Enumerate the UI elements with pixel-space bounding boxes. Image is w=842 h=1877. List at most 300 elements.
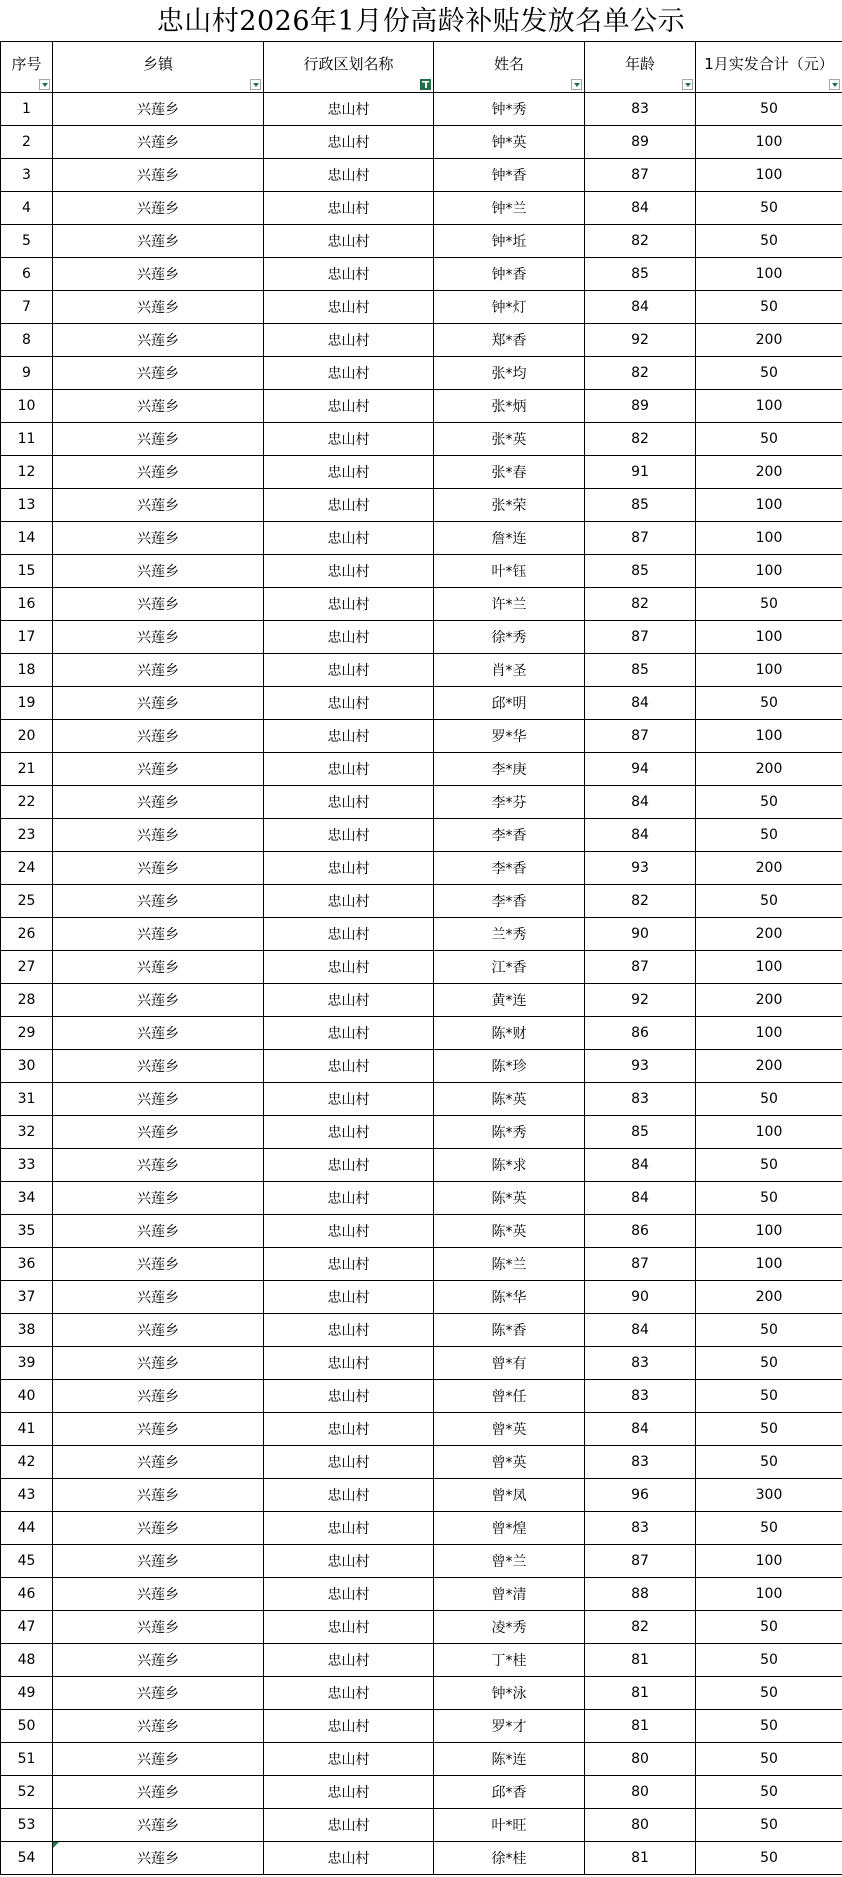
cell-town[interactable]: 兴莲乡: [53, 1281, 264, 1314]
cell-admin-area[interactable]: 忠山村: [264, 1380, 434, 1413]
cell-seq[interactable]: 8: [1, 324, 53, 357]
cell-age[interactable]: 87: [585, 720, 696, 753]
cell-town[interactable]: 兴莲乡: [53, 1380, 264, 1413]
cell-age[interactable]: 85: [585, 489, 696, 522]
filter-active-icon[interactable]: [420, 79, 431, 90]
cell-name[interactable]: 张*春: [434, 456, 585, 489]
cell-seq[interactable]: 25: [1, 885, 53, 918]
cell-seq[interactable]: 33: [1, 1149, 53, 1182]
cell-seq[interactable]: 37: [1, 1281, 53, 1314]
cell-seq[interactable]: 13: [1, 489, 53, 522]
cell-amount[interactable]: 50: [696, 1083, 842, 1116]
cell-admin-area[interactable]: 忠山村: [264, 786, 434, 819]
cell-amount[interactable]: 200: [696, 918, 842, 951]
cell-admin-area[interactable]: 忠山村: [264, 159, 434, 192]
cell-age[interactable]: 81: [585, 1842, 696, 1875]
cell-admin-area[interactable]: 忠山村: [264, 192, 434, 225]
cell-town[interactable]: 兴莲乡: [53, 687, 264, 720]
cell-age[interactable]: 84: [585, 786, 696, 819]
cell-age[interactable]: 96: [585, 1479, 696, 1512]
cell-age[interactable]: 85: [585, 1116, 696, 1149]
cell-age[interactable]: 81: [585, 1710, 696, 1743]
cell-seq[interactable]: 9: [1, 357, 53, 390]
cell-town[interactable]: 兴莲乡: [53, 885, 264, 918]
cell-age[interactable]: 81: [585, 1677, 696, 1710]
cell-age[interactable]: 90: [585, 1281, 696, 1314]
cell-seq[interactable]: 29: [1, 1017, 53, 1050]
cell-town[interactable]: 兴莲乡: [53, 1842, 264, 1875]
cell-amount[interactable]: 100: [696, 1545, 842, 1578]
cell-name[interactable]: 李*香: [434, 852, 585, 885]
cell-admin-area[interactable]: 忠山村: [264, 126, 434, 159]
cell-seq[interactable]: 49: [1, 1677, 53, 1710]
cell-age[interactable]: 92: [585, 984, 696, 1017]
cell-admin-area[interactable]: 忠山村: [264, 1149, 434, 1182]
cell-seq[interactable]: 47: [1, 1611, 53, 1644]
cell-seq[interactable]: 30: [1, 1050, 53, 1083]
cell-age[interactable]: 91: [585, 456, 696, 489]
cell-amount[interactable]: 100: [696, 159, 842, 192]
cell-name[interactable]: 陈*香: [434, 1314, 585, 1347]
cell-seq[interactable]: 12: [1, 456, 53, 489]
cell-town[interactable]: 兴莲乡: [53, 456, 264, 489]
cell-amount[interactable]: 100: [696, 654, 842, 687]
cell-town[interactable]: 兴莲乡: [53, 588, 264, 621]
cell-amount[interactable]: 100: [696, 621, 842, 654]
cell-age[interactable]: 84: [585, 687, 696, 720]
cell-town[interactable]: 兴莲乡: [53, 1677, 264, 1710]
cell-age[interactable]: 89: [585, 390, 696, 423]
cell-town[interactable]: 兴莲乡: [53, 390, 264, 423]
cell-admin-area[interactable]: 忠山村: [264, 621, 434, 654]
cell-seq[interactable]: 21: [1, 753, 53, 786]
cell-town[interactable]: 兴莲乡: [53, 1050, 264, 1083]
cell-admin-area[interactable]: 忠山村: [264, 1446, 434, 1479]
cell-age[interactable]: 87: [585, 522, 696, 555]
cell-name[interactable]: 钟*泳: [434, 1677, 585, 1710]
cell-amount[interactable]: 100: [696, 1116, 842, 1149]
cell-age[interactable]: 82: [585, 885, 696, 918]
cell-name[interactable]: 李*庚: [434, 753, 585, 786]
cell-name[interactable]: 张*炳: [434, 390, 585, 423]
cell-seq[interactable]: 18: [1, 654, 53, 687]
cell-amount[interactable]: 200: [696, 852, 842, 885]
cell-name[interactable]: 陈*英: [434, 1182, 585, 1215]
cell-town[interactable]: 兴莲乡: [53, 621, 264, 654]
cell-age[interactable]: 93: [585, 852, 696, 885]
cell-name[interactable]: 陈*珍: [434, 1050, 585, 1083]
cell-admin-area[interactable]: 忠山村: [264, 1116, 434, 1149]
cell-age[interactable]: 90: [585, 918, 696, 951]
cell-name[interactable]: 凌*秀: [434, 1611, 585, 1644]
cell-admin-area[interactable]: 忠山村: [264, 1182, 434, 1215]
cell-admin-area[interactable]: 忠山村: [264, 357, 434, 390]
cell-name[interactable]: 邱*明: [434, 687, 585, 720]
cell-amount[interactable]: 50: [696, 357, 842, 390]
cell-admin-area[interactable]: 忠山村: [264, 753, 434, 786]
cell-age[interactable]: 86: [585, 1215, 696, 1248]
cell-town[interactable]: 兴莲乡: [53, 852, 264, 885]
cell-town[interactable]: 兴莲乡: [53, 1116, 264, 1149]
cell-admin-area[interactable]: 忠山村: [264, 885, 434, 918]
cell-town[interactable]: 兴莲乡: [53, 1083, 264, 1116]
cell-amount[interactable]: 200: [696, 324, 842, 357]
cell-name[interactable]: 曾*英: [434, 1446, 585, 1479]
cell-admin-area[interactable]: 忠山村: [264, 1611, 434, 1644]
cell-admin-area[interactable]: 忠山村: [264, 1083, 434, 1116]
cell-name[interactable]: 曾*兰: [434, 1545, 585, 1578]
cell-amount[interactable]: 100: [696, 720, 842, 753]
cell-seq[interactable]: 51: [1, 1743, 53, 1776]
cell-age[interactable]: 85: [585, 258, 696, 291]
cell-name[interactable]: 叶*旺: [434, 1809, 585, 1842]
cell-name[interactable]: 曾*煌: [434, 1512, 585, 1545]
cell-admin-area[interactable]: 忠山村: [264, 1347, 434, 1380]
cell-amount[interactable]: 50: [696, 819, 842, 852]
cell-name[interactable]: 张*均: [434, 357, 585, 390]
cell-name[interactable]: 钟*香: [434, 159, 585, 192]
cell-name[interactable]: 叶*钰: [434, 555, 585, 588]
cell-town[interactable]: 兴莲乡: [53, 159, 264, 192]
cell-amount[interactable]: 100: [696, 522, 842, 555]
cell-seq[interactable]: 39: [1, 1347, 53, 1380]
cell-seq[interactable]: 7: [1, 291, 53, 324]
cell-age[interactable]: 92: [585, 324, 696, 357]
cell-admin-area[interactable]: 忠山村: [264, 555, 434, 588]
cell-town[interactable]: 兴莲乡: [53, 1611, 264, 1644]
cell-town[interactable]: 兴莲乡: [53, 555, 264, 588]
cell-amount[interactable]: 100: [696, 126, 842, 159]
cell-amount[interactable]: 100: [696, 951, 842, 984]
cell-name[interactable]: 钟*兰: [434, 192, 585, 225]
cell-amount[interactable]: 100: [696, 1017, 842, 1050]
cell-amount[interactable]: 50: [696, 1413, 842, 1446]
cell-amount[interactable]: 100: [696, 390, 842, 423]
cell-age[interactable]: 94: [585, 753, 696, 786]
cell-town[interactable]: 兴莲乡: [53, 1182, 264, 1215]
cell-admin-area[interactable]: 忠山村: [264, 522, 434, 555]
cell-town[interactable]: 兴莲乡: [53, 522, 264, 555]
cell-amount[interactable]: 300: [696, 1479, 842, 1512]
cell-admin-area[interactable]: 忠山村: [264, 225, 434, 258]
cell-town[interactable]: 兴莲乡: [53, 1578, 264, 1611]
cell-age[interactable]: 83: [585, 1347, 696, 1380]
cell-amount[interactable]: 50: [696, 1644, 842, 1677]
cell-amount[interactable]: 200: [696, 1281, 842, 1314]
cell-seq[interactable]: 23: [1, 819, 53, 852]
cell-seq[interactable]: 34: [1, 1182, 53, 1215]
cell-age[interactable]: 82: [585, 357, 696, 390]
cell-age[interactable]: 84: [585, 1314, 696, 1347]
cell-amount[interactable]: 200: [696, 1050, 842, 1083]
cell-town[interactable]: 兴莲乡: [53, 1710, 264, 1743]
cell-admin-area[interactable]: 忠山村: [264, 1644, 434, 1677]
cell-admin-area[interactable]: 忠山村: [264, 1248, 434, 1281]
cell-name[interactable]: 陈*兰: [434, 1248, 585, 1281]
cell-name[interactable]: 丁*桂: [434, 1644, 585, 1677]
cell-age[interactable]: 82: [585, 225, 696, 258]
cell-town[interactable]: 兴莲乡: [53, 357, 264, 390]
cell-age[interactable]: 82: [585, 588, 696, 621]
cell-admin-area[interactable]: 忠山村: [264, 588, 434, 621]
cell-seq[interactable]: 35: [1, 1215, 53, 1248]
cell-age[interactable]: 87: [585, 1248, 696, 1281]
cell-seq[interactable]: 48: [1, 1644, 53, 1677]
cell-seq[interactable]: 5: [1, 225, 53, 258]
cell-town[interactable]: 兴莲乡: [53, 489, 264, 522]
cell-seq[interactable]: 52: [1, 1776, 53, 1809]
cell-age[interactable]: 83: [585, 1446, 696, 1479]
cell-town[interactable]: 兴莲乡: [53, 126, 264, 159]
cell-amount[interactable]: 100: [696, 1578, 842, 1611]
cell-town[interactable]: 兴莲乡: [53, 918, 264, 951]
cell-admin-area[interactable]: 忠山村: [264, 1512, 434, 1545]
cell-name[interactable]: 陈*连: [434, 1743, 585, 1776]
cell-admin-area[interactable]: 忠山村: [264, 93, 434, 126]
cell-admin-area[interactable]: 忠山村: [264, 1710, 434, 1743]
cell-name[interactable]: 江*香: [434, 951, 585, 984]
cell-amount[interactable]: 50: [696, 1842, 842, 1875]
cell-seq[interactable]: 14: [1, 522, 53, 555]
cell-age[interactable]: 86: [585, 1017, 696, 1050]
cell-name[interactable]: 罗*华: [434, 720, 585, 753]
cell-name[interactable]: 黄*连: [434, 984, 585, 1017]
cell-name[interactable]: 钟*英: [434, 126, 585, 159]
cell-town[interactable]: 兴莲乡: [53, 258, 264, 291]
cell-name[interactable]: 李*芬: [434, 786, 585, 819]
cell-seq[interactable]: 16: [1, 588, 53, 621]
cell-age[interactable]: 87: [585, 621, 696, 654]
cell-name[interactable]: 兰*秀: [434, 918, 585, 951]
cell-seq[interactable]: 6: [1, 258, 53, 291]
cell-seq[interactable]: 32: [1, 1116, 53, 1149]
cell-name[interactable]: 曾*凤: [434, 1479, 585, 1512]
cell-admin-area[interactable]: 忠山村: [264, 918, 434, 951]
cell-town[interactable]: 兴莲乡: [53, 819, 264, 852]
cell-admin-area[interactable]: 忠山村: [264, 1215, 434, 1248]
cell-name[interactable]: 陈*财: [434, 1017, 585, 1050]
cell-admin-area[interactable]: 忠山村: [264, 1050, 434, 1083]
cell-seq[interactable]: 44: [1, 1512, 53, 1545]
cell-town[interactable]: 兴莲乡: [53, 291, 264, 324]
cell-town[interactable]: 兴莲乡: [53, 1347, 264, 1380]
cell-name[interactable]: 曾*英: [434, 1413, 585, 1446]
cell-seq[interactable]: 19: [1, 687, 53, 720]
cell-seq[interactable]: 26: [1, 918, 53, 951]
cell-admin-area[interactable]: 忠山村: [264, 1776, 434, 1809]
cell-amount[interactable]: 100: [696, 1248, 842, 1281]
cell-amount[interactable]: 50: [696, 1182, 842, 1215]
cell-age[interactable]: 84: [585, 1149, 696, 1182]
cell-amount[interactable]: 100: [696, 555, 842, 588]
cell-age[interactable]: 83: [585, 1083, 696, 1116]
cell-name[interactable]: 钟*坵: [434, 225, 585, 258]
cell-amount[interactable]: 50: [696, 1446, 842, 1479]
cell-admin-area[interactable]: 忠山村: [264, 1017, 434, 1050]
cell-town[interactable]: 兴莲乡: [53, 192, 264, 225]
cell-admin-area[interactable]: 忠山村: [264, 852, 434, 885]
cell-amount[interactable]: 50: [696, 1314, 842, 1347]
cell-name[interactable]: 陈*求: [434, 1149, 585, 1182]
filter-dropdown-icon[interactable]: [829, 79, 840, 90]
cell-town[interactable]: 兴莲乡: [53, 1215, 264, 1248]
cell-town[interactable]: 兴莲乡: [53, 1479, 264, 1512]
cell-town[interactable]: 兴莲乡: [53, 225, 264, 258]
cell-seq[interactable]: 31: [1, 1083, 53, 1116]
cell-town[interactable]: 兴莲乡: [53, 951, 264, 984]
cell-amount[interactable]: 200: [696, 753, 842, 786]
cell-age[interactable]: 89: [585, 126, 696, 159]
cell-amount[interactable]: 50: [696, 1776, 842, 1809]
cell-seq[interactable]: 1: [1, 93, 53, 126]
cell-amount[interactable]: 100: [696, 258, 842, 291]
cell-admin-area[interactable]: 忠山村: [264, 324, 434, 357]
cell-seq[interactable]: 11: [1, 423, 53, 456]
cell-admin-area[interactable]: 忠山村: [264, 291, 434, 324]
cell-town[interactable]: 兴莲乡: [53, 1017, 264, 1050]
cell-age[interactable]: 81: [585, 1644, 696, 1677]
cell-name[interactable]: 钟*灯: [434, 291, 585, 324]
cell-amount[interactable]: 50: [696, 885, 842, 918]
cell-amount[interactable]: 50: [696, 1380, 842, 1413]
cell-amount[interactable]: 50: [696, 687, 842, 720]
cell-age[interactable]: 87: [585, 159, 696, 192]
cell-name[interactable]: 罗*才: [434, 1710, 585, 1743]
cell-seq[interactable]: 36: [1, 1248, 53, 1281]
cell-seq[interactable]: 40: [1, 1380, 53, 1413]
cell-amount[interactable]: 50: [696, 423, 842, 456]
cell-name[interactable]: 钟*香: [434, 258, 585, 291]
cell-town[interactable]: 兴莲乡: [53, 1512, 264, 1545]
cell-age[interactable]: 82: [585, 1611, 696, 1644]
cell-admin-area[interactable]: 忠山村: [264, 1545, 434, 1578]
cell-age[interactable]: 80: [585, 1776, 696, 1809]
cell-age[interactable]: 85: [585, 654, 696, 687]
cell-town[interactable]: 兴莲乡: [53, 1743, 264, 1776]
cell-seq[interactable]: 22: [1, 786, 53, 819]
cell-name[interactable]: 郑*香: [434, 324, 585, 357]
cell-seq[interactable]: 42: [1, 1446, 53, 1479]
cell-name[interactable]: 曾*清: [434, 1578, 585, 1611]
cell-town[interactable]: 兴莲乡: [53, 423, 264, 456]
cell-amount[interactable]: 50: [696, 225, 842, 258]
cell-amount[interactable]: 50: [696, 588, 842, 621]
cell-amount[interactable]: 200: [696, 984, 842, 1017]
cell-admin-area[interactable]: 忠山村: [264, 258, 434, 291]
cell-admin-area[interactable]: 忠山村: [264, 984, 434, 1017]
cell-name[interactable]: 李*香: [434, 819, 585, 852]
cell-name[interactable]: 徐*秀: [434, 621, 585, 654]
cell-age[interactable]: 80: [585, 1743, 696, 1776]
filter-dropdown-icon[interactable]: [250, 79, 261, 90]
filter-dropdown-icon[interactable]: [571, 79, 582, 90]
cell-age[interactable]: 83: [585, 1380, 696, 1413]
cell-amount[interactable]: 100: [696, 489, 842, 522]
cell-amount[interactable]: 50: [696, 1149, 842, 1182]
cell-admin-area[interactable]: 忠山村: [264, 1314, 434, 1347]
cell-town[interactable]: 兴莲乡: [53, 1644, 264, 1677]
cell-admin-area[interactable]: 忠山村: [264, 1578, 434, 1611]
cell-admin-area[interactable]: 忠山村: [264, 1809, 434, 1842]
cell-admin-area[interactable]: 忠山村: [264, 819, 434, 852]
cell-seq[interactable]: 46: [1, 1578, 53, 1611]
cell-name[interactable]: 曾*有: [434, 1347, 585, 1380]
cell-seq[interactable]: 17: [1, 621, 53, 654]
cell-name[interactable]: 陈*秀: [434, 1116, 585, 1149]
cell-town[interactable]: 兴莲乡: [53, 984, 264, 1017]
cell-town[interactable]: 兴莲乡: [53, 1248, 264, 1281]
cell-age[interactable]: 84: [585, 819, 696, 852]
cell-town[interactable]: 兴莲乡: [53, 324, 264, 357]
cell-town[interactable]: 兴莲乡: [53, 1446, 264, 1479]
cell-name[interactable]: 曾*任: [434, 1380, 585, 1413]
cell-town[interactable]: 兴莲乡: [53, 1776, 264, 1809]
cell-seq[interactable]: 2: [1, 126, 53, 159]
cell-amount[interactable]: 50: [696, 1347, 842, 1380]
cell-name[interactable]: 陈*华: [434, 1281, 585, 1314]
filter-dropdown-icon[interactable]: [682, 79, 693, 90]
cell-town[interactable]: 兴莲乡: [53, 1809, 264, 1842]
cell-seq[interactable]: 28: [1, 984, 53, 1017]
cell-name[interactable]: 张*荣: [434, 489, 585, 522]
cell-town[interactable]: 兴莲乡: [53, 786, 264, 819]
cell-town[interactable]: 兴莲乡: [53, 720, 264, 753]
cell-name[interactable]: 陈*英: [434, 1083, 585, 1116]
cell-seq[interactable]: 4: [1, 192, 53, 225]
cell-age[interactable]: 93: [585, 1050, 696, 1083]
cell-town[interactable]: 兴莲乡: [53, 1314, 264, 1347]
cell-admin-area[interactable]: 忠山村: [264, 1281, 434, 1314]
cell-admin-area[interactable]: 忠山村: [264, 687, 434, 720]
cell-admin-area[interactable]: 忠山村: [264, 456, 434, 489]
cell-name[interactable]: 李*香: [434, 885, 585, 918]
cell-seq[interactable]: 45: [1, 1545, 53, 1578]
cell-age[interactable]: 84: [585, 1413, 696, 1446]
cell-seq[interactable]: 50: [1, 1710, 53, 1743]
cell-amount[interactable]: 50: [696, 1809, 842, 1842]
cell-admin-area[interactable]: 忠山村: [264, 1413, 434, 1446]
cell-age[interactable]: 84: [585, 291, 696, 324]
cell-amount[interactable]: 50: [696, 192, 842, 225]
cell-town[interactable]: 兴莲乡: [53, 654, 264, 687]
cell-seq[interactable]: 54: [1, 1842, 53, 1875]
cell-admin-area[interactable]: 忠山村: [264, 1743, 434, 1776]
cell-admin-area[interactable]: 忠山村: [264, 489, 434, 522]
cell-amount[interactable]: 50: [696, 1677, 842, 1710]
cell-town[interactable]: 兴莲乡: [53, 93, 264, 126]
cell-admin-area[interactable]: 忠山村: [264, 1479, 434, 1512]
cell-admin-area[interactable]: 忠山村: [264, 951, 434, 984]
cell-name[interactable]: 许*兰: [434, 588, 585, 621]
cell-amount[interactable]: 100: [696, 1215, 842, 1248]
cell-seq[interactable]: 10: [1, 390, 53, 423]
cell-amount[interactable]: 200: [696, 456, 842, 489]
cell-seq[interactable]: 15: [1, 555, 53, 588]
cell-seq[interactable]: 43: [1, 1479, 53, 1512]
cell-age[interactable]: 82: [585, 423, 696, 456]
cell-admin-area[interactable]: 忠山村: [264, 1677, 434, 1710]
cell-town[interactable]: 兴莲乡: [53, 1545, 264, 1578]
cell-amount[interactable]: 50: [696, 1743, 842, 1776]
cell-town[interactable]: 兴莲乡: [53, 753, 264, 786]
cell-name[interactable]: 钟*秀: [434, 93, 585, 126]
cell-name[interactable]: 张*英: [434, 423, 585, 456]
cell-amount[interactable]: 50: [696, 1611, 842, 1644]
cell-admin-area[interactable]: 忠山村: [264, 1842, 434, 1875]
cell-seq[interactable]: 20: [1, 720, 53, 753]
cell-name[interactable]: 徐*桂: [434, 1842, 585, 1875]
cell-amount[interactable]: 50: [696, 1512, 842, 1545]
